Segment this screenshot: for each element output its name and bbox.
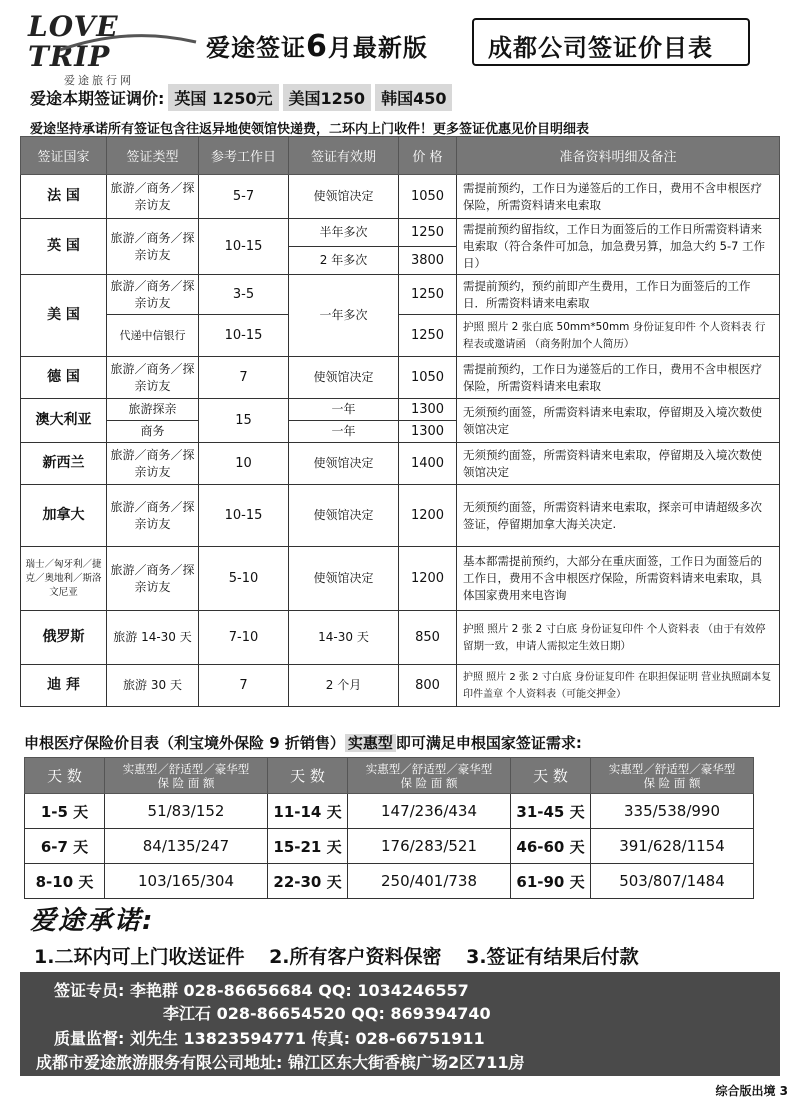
logo-wordmark: LOVE TRIP bbox=[28, 10, 119, 73]
price-cell: 1200 bbox=[399, 547, 457, 611]
country-cell: 加拿大 bbox=[21, 485, 107, 547]
valid-cell: 使领馆决定 bbox=[289, 485, 399, 547]
country-cell: 新西兰 bbox=[21, 443, 107, 485]
valid-cell: 半年多次 bbox=[289, 219, 399, 247]
col-header: 实惠型／舒适型／豪华型 保 险 面 额 bbox=[591, 758, 754, 794]
col-header: 签证有效期 bbox=[289, 137, 399, 175]
commitment-item: 1.二环内可上门收送证件 bbox=[34, 946, 245, 968]
table-header-row bbox=[25, 758, 754, 794]
type-cell: 旅游／商务／探亲访友 bbox=[107, 175, 199, 219]
col-header: 天 数 bbox=[25, 758, 105, 794]
days-cell: 7 bbox=[199, 665, 289, 707]
country-cell: 俄罗斯 bbox=[21, 611, 107, 665]
table-row: 6-7 天 84/135/247 15-21 天 176/283/521 46-60 天 391/628/1154 bbox=[25, 829, 754, 864]
commitment-list bbox=[34, 942, 657, 969]
adjust-item: 英国 1250元 bbox=[168, 84, 278, 111]
note-cell: 需提前预约，预约前即产生费用，工作日为面签后的工作日．所需资料请来电索取 bbox=[457, 275, 780, 315]
days-cell: 10-15 bbox=[199, 485, 289, 547]
headline: 爱途签证6月最新版 bbox=[206, 29, 428, 64]
type-cell: 旅游／商务／探亲访友 bbox=[107, 219, 199, 275]
valid-cell: 2 年多次 bbox=[289, 247, 399, 275]
price-cell: 3800 bbox=[399, 247, 457, 275]
type-cell: 旅游／商务／探亲访友 bbox=[107, 547, 199, 611]
price-cell: 1200 bbox=[399, 485, 457, 547]
note-cell: 基本都需提前预约，大部分在重庆面签，工作日为面签后的工作日，费用不含申根医疗保险，所需资料请来电索取，具体国家费用来电咨询 bbox=[457, 547, 780, 611]
table-row: 8-10 天 103/165/304 22-30 天 250/401/738 61-90 天 503/807/1484 bbox=[25, 864, 754, 899]
price-cell: 1300 bbox=[399, 421, 457, 443]
type-cell: 代递中信银行 bbox=[107, 315, 199, 357]
contact-line: 质量监督: 刘先生 13823594771 传真: 028-66751911 bbox=[54, 1029, 485, 1048]
country-cell: 迪 拜 bbox=[21, 665, 107, 707]
valid-cell: 一年 bbox=[289, 399, 399, 421]
days-cell: 7 bbox=[199, 357, 289, 399]
table-row bbox=[21, 219, 780, 247]
contact-footer bbox=[20, 972, 780, 1076]
table-row: 1-5 天 51/83/152 11-14 天 147/236/434 31-45 天 335/538/990 bbox=[25, 794, 754, 829]
col-header: 实惠型／舒适型／豪华型 保 险 面 额 bbox=[105, 758, 268, 794]
valid-cell: 使领馆决定 bbox=[289, 175, 399, 219]
price-cell: 1050 bbox=[399, 357, 457, 399]
insurance-title: 申根医疗保险价目表（利宝境外保险 9 折销售） 实惠型 即可满足申根国家签证需求: bbox=[24, 734, 582, 752]
type-cell: 旅游／商务／探亲访友 bbox=[107, 275, 199, 315]
type-cell: 旅游 30 天 bbox=[107, 665, 199, 707]
col-header: 准备资料明细及备注 bbox=[457, 137, 780, 175]
type-cell: 旅游／商务／探亲访友 bbox=[107, 485, 199, 547]
table-row bbox=[21, 399, 780, 421]
price-cell: 800 bbox=[399, 665, 457, 707]
table-row bbox=[21, 443, 780, 485]
logo-subtitle: 爱途旅行网 bbox=[64, 74, 134, 87]
adjust-item: 韩国450 bbox=[375, 84, 452, 111]
price-cell: 1300 bbox=[399, 399, 457, 421]
country-cell: 德 国 bbox=[21, 357, 107, 399]
table-row bbox=[21, 175, 780, 219]
days-cell: 5-7 bbox=[199, 175, 289, 219]
page-label: 综合版出境 3 bbox=[715, 1084, 788, 1098]
note-cell: 无须预约面签，所需资料请来电索取，探亲可申请超级多次签证，停留期加拿大海关决定. bbox=[457, 485, 780, 547]
valid-cell: 一年多次 bbox=[289, 275, 399, 357]
price-adjust-line: 爱途本期签证调价: 英国 1250元 美国1250 韩国450 bbox=[30, 84, 452, 110]
col-header: 天 数 bbox=[268, 758, 348, 794]
col-header: 参考工作日 bbox=[199, 137, 289, 175]
price-cell: 1250 bbox=[399, 315, 457, 357]
valid-cell: 使领馆决定 bbox=[289, 547, 399, 611]
note-cell: 需提前预约，工作日为递签后的工作日，费用不含申根医疗保险，所需资料请来电索取 bbox=[457, 357, 780, 399]
country-cell: 美 国 bbox=[21, 275, 107, 357]
days-cell: 7-10 bbox=[199, 611, 289, 665]
col-header: 价 格 bbox=[399, 137, 457, 175]
table-row bbox=[21, 485, 780, 547]
days-cell: 10 bbox=[199, 443, 289, 485]
note-cell: 需提前预约留指纹，工作日为面签后的工作日所需资料请来电索取（符合条件可加急，加急费另算，加急大约 5-7 工作日） bbox=[457, 219, 780, 275]
table-row bbox=[21, 665, 780, 707]
days-cell: 10-15 bbox=[199, 219, 289, 275]
header bbox=[0, 0, 800, 87]
col-header: 实惠型／舒适型／豪华型 保 险 面 额 bbox=[348, 758, 511, 794]
commitment-item: 2.所有客户资料保密 bbox=[269, 946, 442, 968]
note-cell: 护照 照片 2 张 2 寸白底 身份证复印件 在职担保证明 营业执照副本复印件盖章 个人资料表（可能交押金） bbox=[457, 665, 780, 707]
contact-line: 李江石 028-86654520 QQ: 869394740 bbox=[163, 1004, 491, 1023]
note-cell: 需提前预约，工作日为递签后的工作日，费用不含申根医疗保险，所需资料请来电索取 bbox=[457, 175, 780, 219]
country-cell: 法 国 bbox=[21, 175, 107, 219]
scroll-title: 成都公司签证价目表 bbox=[488, 34, 713, 62]
table-row bbox=[21, 611, 780, 665]
visa-price-table bbox=[20, 136, 780, 707]
country-cell: 瑞士／匈牙利／捷克／奥地利／斯洛文尼亚 bbox=[21, 547, 107, 611]
col-header: 天 数 bbox=[511, 758, 591, 794]
note-cell: 无须预约面签，所需资料请来电索取，停留期及入境次数使领馆决定 bbox=[457, 399, 780, 443]
promise-note: 爱途坚持承诺所有签证包含往返异地使领馆快递费，二环内上门收件！更多签证优惠见价目明细表 bbox=[30, 122, 590, 137]
col-header: 签证国家 bbox=[21, 137, 107, 175]
table-row bbox=[21, 275, 780, 315]
valid-cell: 使领馆决定 bbox=[289, 443, 399, 485]
address-line: 成都市爱途旅游服务有限公司地址: 锦江区东大街香槟广场2区711房 bbox=[36, 1053, 525, 1072]
valid-cell: 2 个月 bbox=[289, 665, 399, 707]
valid-cell: 一年 bbox=[289, 421, 399, 443]
adjust-item: 美国1250 bbox=[283, 84, 372, 111]
days-cell: 3-5 bbox=[199, 275, 289, 315]
insurance-table bbox=[24, 757, 754, 899]
contact-line: 签证专员: 李艳群 028-86656684 QQ: 1034246557 bbox=[54, 981, 469, 1000]
country-cell: 澳大利亚 bbox=[21, 399, 107, 443]
price-cell: 1250 bbox=[399, 219, 457, 247]
days-cell: 15 bbox=[199, 399, 289, 443]
days-cell: 10-15 bbox=[199, 315, 289, 357]
note-cell: 无须预约面签，所需资料请来电索取，停留期及入境次数使领馆决定 bbox=[457, 443, 780, 485]
days-cell: 5-10 bbox=[199, 547, 289, 611]
scroll-banner bbox=[472, 18, 750, 66]
valid-cell: 14-30 天 bbox=[289, 611, 399, 665]
commitment-title: 爱途承诺: bbox=[30, 906, 155, 936]
price-cell: 1250 bbox=[399, 275, 457, 315]
country-cell: 英 国 bbox=[21, 219, 107, 275]
logo-swoosh-icon bbox=[58, 16, 198, 56]
table-row bbox=[21, 547, 780, 611]
note-cell: 护照 照片 2 张白底 50mm*50mm 身份证复印件 个人资料表 行程表或邀请函 （商务附加个人简历） bbox=[457, 315, 780, 357]
valid-cell: 使领馆决定 bbox=[289, 357, 399, 399]
table-row bbox=[21, 315, 780, 357]
note-cell: 护照 照片 2 张 2 寸白底 身份证复印件 个人资料表 （由于有效停留期一致，申请人需拟定生效日期） bbox=[457, 611, 780, 665]
price-cell: 1050 bbox=[399, 175, 457, 219]
logo bbox=[28, 12, 198, 88]
price-cell: 850 bbox=[399, 611, 457, 665]
type-cell: 旅游／商务／探亲访友 bbox=[107, 357, 199, 399]
commitment-item: 3.签证有结果后付款 bbox=[466, 946, 639, 968]
price-cell: 1400 bbox=[399, 443, 457, 485]
table-header-row bbox=[21, 137, 780, 175]
col-header: 签证类型 bbox=[107, 137, 199, 175]
type-cell: 旅游探亲 bbox=[107, 399, 199, 421]
type-cell: 商务 bbox=[107, 421, 199, 443]
type-cell: 旅游／商务／探亲访友 bbox=[107, 443, 199, 485]
type-cell: 旅游 14-30 天 bbox=[107, 611, 199, 665]
table-row bbox=[21, 357, 780, 399]
